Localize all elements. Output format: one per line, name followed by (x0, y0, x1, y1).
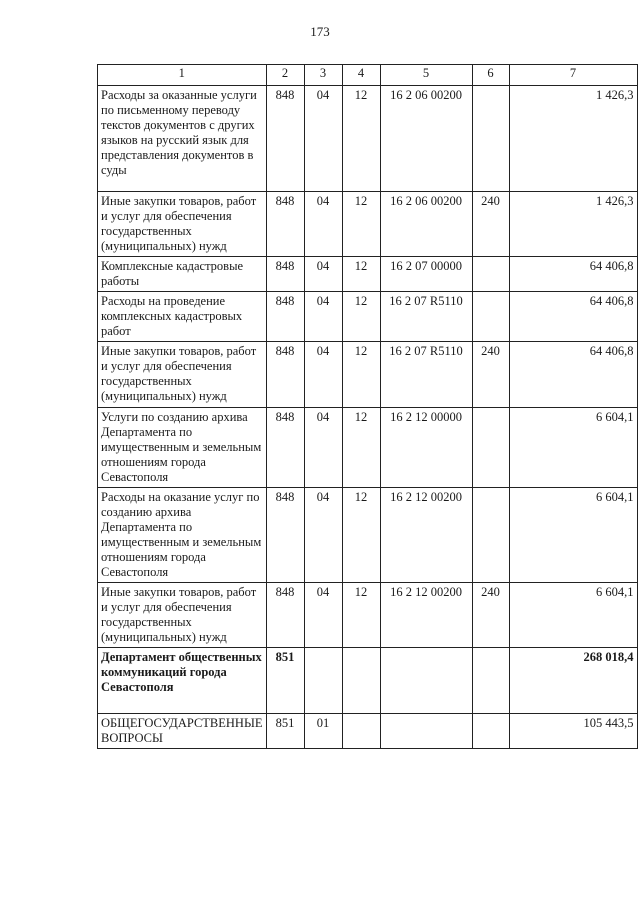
row-subsection: 12 (342, 86, 380, 192)
row-amount: 6 604,1 (509, 583, 637, 648)
row-admin-code: 848 (266, 408, 304, 488)
row-section (304, 648, 342, 714)
table-row (98, 257, 638, 292)
row-target-article: 16 2 07 R5110 (380, 292, 472, 342)
table-row (98, 292, 638, 342)
row-admin-code: 851 (266, 714, 304, 749)
row-expense-type (472, 648, 509, 714)
row-target-article: 16 2 12 00000 (380, 408, 472, 488)
row-expense-type: 240 (472, 583, 509, 648)
row-amount: 6 604,1 (509, 488, 637, 583)
row-target-article: 16 2 07 R5110 (380, 342, 472, 408)
row-admin-code: 848 (266, 257, 304, 292)
row-subsection: 12 (342, 292, 380, 342)
row-target-article (380, 714, 472, 749)
row-target-article: 16 2 06 00200 (380, 86, 472, 192)
row-target-article: 16 2 12 00200 (380, 583, 472, 648)
table-body (98, 86, 638, 749)
row-subsection: 12 (342, 192, 380, 257)
row-subsection (342, 714, 380, 749)
row-name: Комплексные кадастровые работы (98, 257, 267, 292)
table-row (98, 86, 638, 192)
header-cell: 4 (342, 65, 380, 86)
row-section: 04 (304, 408, 342, 488)
row-section: 04 (304, 192, 342, 257)
row-expense-type (472, 408, 509, 488)
row-amount: 105 443,5 (509, 714, 637, 749)
row-subsection: 12 (342, 488, 380, 583)
table-row (98, 583, 638, 648)
row-expense-type (472, 257, 509, 292)
row-expense-type (472, 714, 509, 749)
row-section: 04 (304, 86, 342, 192)
row-amount: 64 406,8 (509, 292, 637, 342)
row-expense-type: 240 (472, 192, 509, 257)
row-section: 04 (304, 488, 342, 583)
row-name: Расходы за оказанные услуги по письменному переводу текстов документов с других языков на русский язык для представления документов в суды (98, 86, 267, 192)
row-subsection: 12 (342, 257, 380, 292)
row-target-article: 16 2 06 00200 (380, 192, 472, 257)
table-row (98, 648, 638, 714)
row-admin-code: 851 (266, 648, 304, 714)
row-subsection: 12 (342, 342, 380, 408)
table-row (98, 192, 638, 257)
row-amount: 64 406,8 (509, 342, 637, 408)
row-admin-code: 848 (266, 192, 304, 257)
table-row (98, 342, 638, 408)
row-subsection: 12 (342, 583, 380, 648)
row-expense-type (472, 86, 509, 192)
row-admin-code: 848 (266, 292, 304, 342)
row-amount: 268 018,4 (509, 648, 637, 714)
table-row (98, 408, 638, 488)
row-expense-type: 240 (472, 342, 509, 408)
row-target-article (380, 648, 472, 714)
row-amount: 1 426,3 (509, 86, 637, 192)
row-section: 04 (304, 342, 342, 408)
row-name: ОБЩЕГОСУДАРСТВЕННЫЕ ВОПРОСЫ (98, 714, 267, 749)
row-expense-type (472, 488, 509, 583)
header-row (98, 65, 638, 86)
row-name: Департамент общественных коммуникаций города Севастополя (98, 648, 267, 714)
row-section: 04 (304, 292, 342, 342)
row-target-article: 16 2 07 00000 (380, 257, 472, 292)
table-row (98, 488, 638, 583)
row-section: 04 (304, 257, 342, 292)
header-cell: 1 (98, 65, 267, 86)
row-name: Иные закупки товаров, работ и услуг для обеспечения государственных (муниципальных) нужд (98, 342, 267, 408)
header-cell: 5 (380, 65, 472, 86)
header-cell: 3 (304, 65, 342, 86)
row-subsection: 12 (342, 408, 380, 488)
row-amount: 64 406,8 (509, 257, 637, 292)
row-admin-code: 848 (266, 86, 304, 192)
table-row (98, 714, 638, 749)
header-cell: 2 (266, 65, 304, 86)
budget-table (97, 64, 638, 749)
row-name: Услуги по созданию архива Департамента по имущественным и земельным отношениям города Севастополя (98, 408, 267, 488)
row-section: 01 (304, 714, 342, 749)
row-name: Расходы на проведение комплексных кадастровых работ (98, 292, 267, 342)
page-number: 173 (310, 24, 330, 39)
row-target-article: 16 2 12 00200 (380, 488, 472, 583)
row-expense-type (472, 292, 509, 342)
row-amount: 6 604,1 (509, 408, 637, 488)
row-admin-code: 848 (266, 488, 304, 583)
row-section: 04 (304, 583, 342, 648)
row-name: Расходы на оказание услуг по созданию архива Департамента по имущественным и земельным отношениям города Севастополя (98, 488, 267, 583)
row-admin-code: 848 (266, 583, 304, 648)
row-amount: 1 426,3 (509, 192, 637, 257)
row-subsection (342, 648, 380, 714)
row-admin-code: 848 (266, 342, 304, 408)
row-name: Иные закупки товаров, работ и услуг для обеспечения государственных (муниципальных) нужд (98, 583, 267, 648)
header-cell: 7 (509, 65, 637, 86)
row-name: Иные закупки товаров, работ и услуг для обеспечения государственных (муниципальных) нужд (98, 192, 267, 257)
header-cell: 6 (472, 65, 509, 86)
